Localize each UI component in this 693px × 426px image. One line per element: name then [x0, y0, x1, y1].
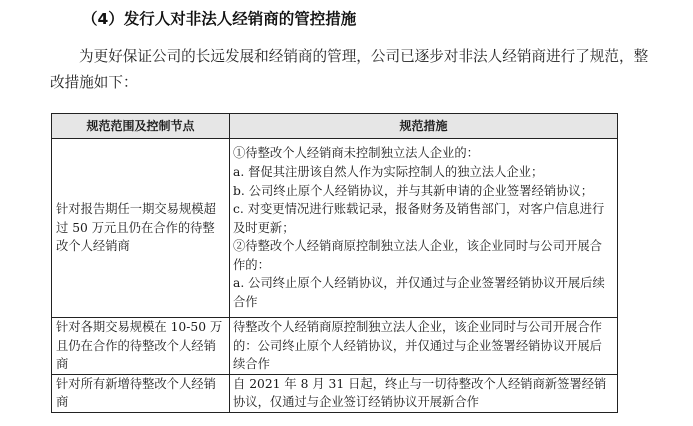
table-row [52, 374, 618, 412]
section-heading: （4）发行人对非法人经销商的管控措施 [82, 10, 357, 28]
header-measures: 规范措施 [230, 114, 618, 139]
header-scope: 规范范围及控制节点 [52, 114, 230, 139]
measure-line: 待整改个人经销商原控制独立法人企业，该企业同时与公司开展合作的：公司终止原个人经销协议，并仅通过与企业签署经销协议开展后续合作 [233, 320, 602, 372]
table-header-row [52, 114, 618, 139]
table-row [52, 139, 618, 318]
row-measures [230, 374, 618, 412]
measure-line: c. 对变更情况进行账载记录，报备财务及销售部门，对客户信息进行及时更新； [233, 202, 605, 235]
measure-line: 自 2021 年 8 月 31 日起，终止与一切待整改个人经销商新签署经销协议，仅通过与企业签订经销协议开展新合作 [233, 376, 607, 410]
row-scope: 针对报告期任一期交易规模超过 50 万元且仍在合作的待整改个人经销商 [52, 139, 230, 318]
table-row [52, 318, 618, 375]
row-measures [230, 318, 618, 375]
row-scope: 针对所有新增待整改个人经销商 [52, 374, 230, 412]
row-scope: 针对各期交易规模在 10-50 万且仍在合作的待整改个人经销商 [52, 318, 230, 375]
measure-line: ②待整改个人经销商原控制独立法人企业，该企业同时与公司开展合作的： [233, 239, 602, 272]
measure-line: a. 督促其注册该自然人作为实际控制人的独立法人企业； [233, 164, 544, 179]
measure-line: a. 公司终止原个人经销协议，并仅通过与企业签署经销协议开展后续合作 [233, 276, 605, 310]
intro-paragraph: 为更好保证公司的长远发展和经销商的管理，公司已逐步对非法人经销商进行了规范，整改措施如下： [50, 48, 649, 91]
measure-line: b. 公司终止原个人经销协议，并与其新申请的企业签署经销协议； [233, 183, 594, 198]
measure-line: ①待整改个人经销商未控制独立法人企业的： [233, 146, 479, 161]
measures-table [51, 113, 618, 413]
row-measures [230, 139, 618, 318]
